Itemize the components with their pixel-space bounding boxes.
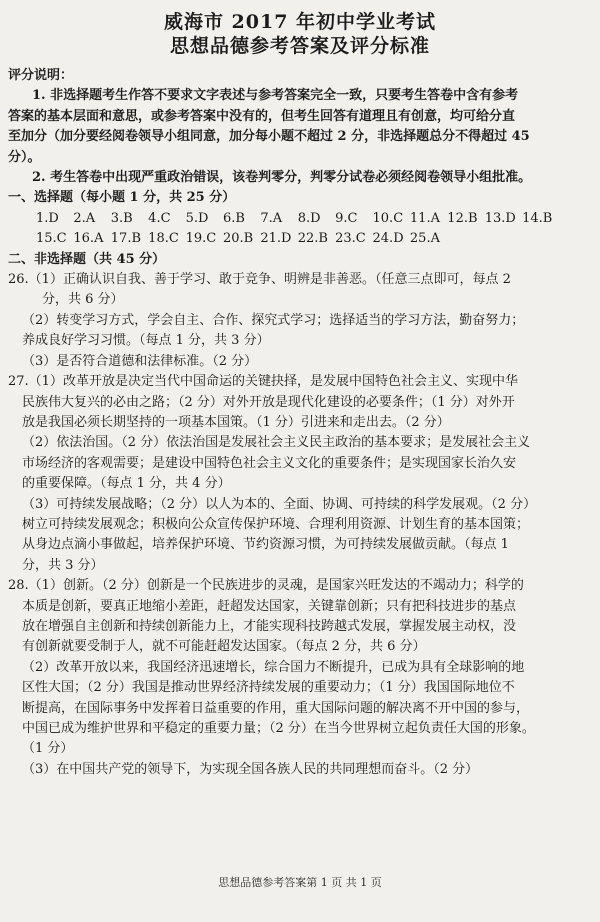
section-notes-heading: 评分说明： — [8, 68, 74, 83]
q27-line-8: 树立可持续发展观念；积极向公众宣传保护环境、合理利用资源、计划生育的基本国策； — [22, 516, 530, 532]
answer-item: 9.C — [335, 210, 358, 226]
note-1-line-2: 答案的基本层面和意思，或参考答案中没有的，但考生回答有道理且有创意，均可给分直 — [8, 108, 516, 124]
answer-item: 4.C — [148, 210, 171, 226]
answer-item: 20.B — [222, 231, 254, 247]
q28-line-9: （1 分） — [22, 741, 74, 757]
q27-line-10: 分，共 3 分） — [22, 557, 104, 573]
note-2: 2. 考生答卷中出现严重政治错误，该卷判零分，判零分试卷必须经阅卷领导小组批准。 — [32, 170, 532, 186]
answer-item: 2.A — [73, 210, 96, 226]
answer-item: 11.A — [409, 210, 440, 226]
q27-line-4: （2）依法治国。（2 分）依法治国是发展社会主义民主政治的基本要求；是发展社会主义 — [22, 435, 531, 451]
answer-item: 23.C — [335, 231, 366, 247]
answer-item: 22.B — [297, 231, 328, 247]
answer-item: 12.B — [447, 210, 478, 226]
answers-row-1 — [8, 209, 592, 229]
q28-line-1: 28.（1）创新。（2 分）创新是一个民族进步的灵魂，是国家兴旺发达的不竭动力；科学的 — [8, 578, 524, 594]
answer-item: 25.A — [409, 231, 440, 247]
q28-line-8: 中国已成为维护世界和平稳定的重要力量；（2 分）在当今世界树立起负责任大国的形象。 — [22, 721, 535, 736]
note-1-line-1: 1. 非选择题考生作答不要求文字表述与参考答案完全一致，只要考生答卷中含有参考 — [32, 88, 519, 104]
q27-line-9: 从身边点滴小事做起，培养保护环境、节约资源习惯，为可持续发展做贡献。（每点 1 — [22, 537, 509, 553]
answers-row-2 — [8, 229, 592, 249]
section-1-heading: 一、选择题（每小题 1 分，共 25 分） — [8, 190, 236, 206]
answer-item: 7.A — [260, 210, 283, 226]
answer-item: 1.D — [36, 210, 59, 226]
note-1-line-4: 分）。 — [8, 149, 41, 165]
answer-item: 13.D — [484, 210, 516, 226]
page-footer: 思想品德参考答案第 1 页 共 1 页 — [218, 876, 382, 889]
q27-line-1: 27.（1）改革开放是决定当代中国命运的关键抉择，是发展中国特色社会主义、实现中华 — [8, 374, 518, 390]
q27-line-5: 市场经济的客观需要；是建设中国特色社会主义文化的重要条件；是实现国家长治久安 — [22, 455, 517, 471]
answer-item: 8.D — [297, 210, 321, 226]
q28-line-3: 放在增强自主创新和持续创新能力上，才能实现科技跨越式发展，掌握发展主动权，没 — [22, 618, 517, 634]
q26-line-1: 26.（1）正确认识自我、善于学习、敢于竞争、明辨是非善恶。（任意三点即可，每点 2 — [8, 272, 511, 288]
answer-item: 18.C — [148, 231, 179, 247]
q28-line-10: （3）在中国共产党的领导下，为实现全国各族人民的共同理想而奋斗。（2 分） — [22, 761, 479, 777]
title-line-1: 威海市 2017 年初中学业考试 — [163, 11, 437, 33]
q26-line-3: （2）转变学习方式，学会自主、合作、探究式学习；选择适当的学习方法，勤奋努力； — [22, 312, 525, 328]
answer-item: 15.C — [36, 231, 67, 247]
q26-line-5: （3）是否符合道德和法律标准。（2 分） — [22, 353, 258, 369]
q27-line-2: 民族伟大复兴的必由之路；（2 分）对外开放是现代化建设的必要条件；（1 分）对外开 — [22, 394, 515, 410]
section-2-heading: 二、非选择题（共 45 分） — [8, 251, 166, 267]
answer-item: 10.C — [372, 210, 404, 226]
q26-line-4: 养成良好学习习惯。（每点 1 分，共 3 分） — [22, 333, 270, 349]
document-body — [8, 66, 592, 780]
title-line-2: 思想品德参考答案及评分标准 — [169, 35, 430, 57]
answer-item: 6.B — [222, 210, 245, 226]
q26-line-2: 分，共 6 分） — [42, 292, 124, 308]
answer-item: 19.C — [185, 231, 217, 247]
note-1-line-3: 至加分（加分要经阅卷领导小组同意，加分每小题不超过 2 分，非选择题总分不得超过 45 — [8, 129, 530, 145]
answer-item: 17.B — [110, 231, 142, 247]
answer-item: 3.B — [110, 210, 133, 226]
answer-item: 5.D — [185, 210, 209, 226]
q28-line-2: 本质是创新，要真正地缩小差距，赶超发达国家，关键靠创新；只有把科技进步的基点 — [22, 598, 517, 614]
q28-line-7: 断提高，在国际事务中发挥着日益重要的作用，重大国际问题的解决离不开中国的参与， — [22, 700, 530, 716]
q27-line-6: 的重要保障。（每点 1 分，共 4 分） — [22, 476, 231, 492]
q28-line-4: 有创新就要受制于人，就不可能赶超发达国家。（每点 2 分，共 6 分） — [22, 639, 426, 655]
answer-item: 21.D — [260, 231, 292, 247]
answer-item: 14.B — [522, 210, 553, 226]
q28-line-5: （2）改革开放以来，我国经济迅速增长，综合国力不断提升，已成为具有全球影响的地 — [22, 659, 525, 675]
answer-item: 24.D — [372, 231, 404, 247]
answer-item: 16.A — [73, 231, 104, 247]
q27-line-7: （3）可持续发展战略；（2 分）以人为本的、全面、协调、可持续的科学发展观。（2 分） — [22, 496, 537, 512]
q28-line-6: 区性大国；（2 分）我国是推动世界经济持续发展的重要动力；（1 分）我国国际地位不 — [22, 680, 515, 696]
q27-line-3: 放是我国必须长期坚持的一项基本国策。（1 分）引进来和走出去。（2 分） — [22, 414, 450, 430]
